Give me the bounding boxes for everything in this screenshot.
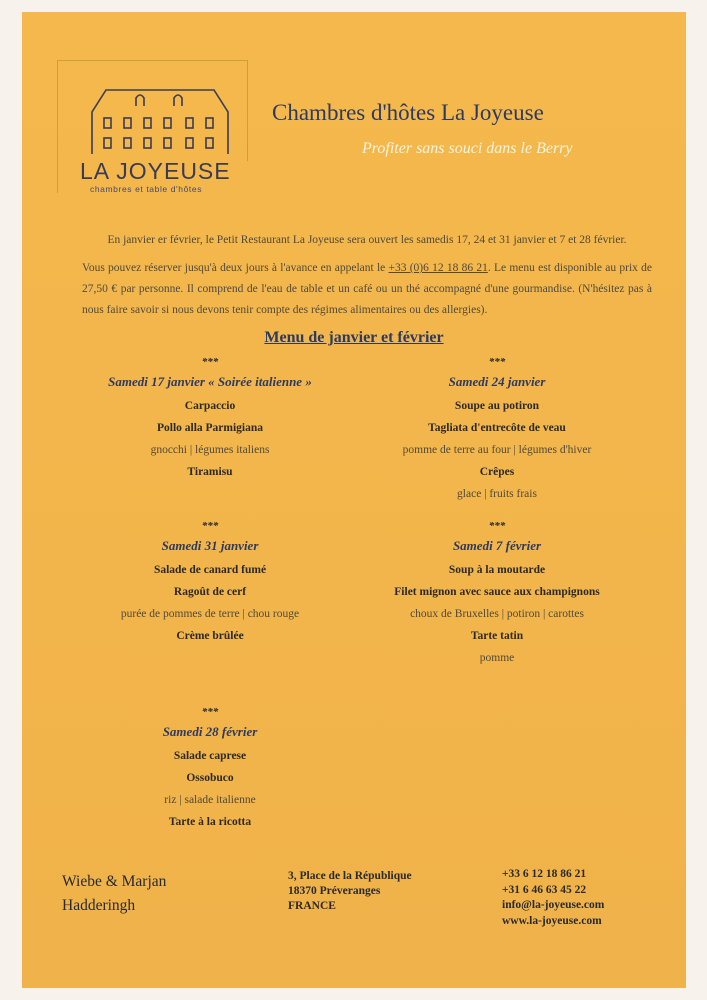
phone-link[interactable]: +33 (0)6 12 18 86 21 (388, 262, 488, 274)
menu-side: gnocchi | légumes italiens (150, 444, 270, 456)
contact-phone-fr[interactable]: +33 6 12 18 86 21 (502, 868, 587, 880)
page-tagline: Profiter sans souci dans le Berry (362, 140, 573, 157)
contact-website[interactable]: www.la-joyeuse.com (502, 914, 602, 927)
separator-stars: *** (201, 706, 219, 718)
contact-email[interactable]: info@la-joyeuse.com (502, 899, 605, 911)
logo-subtitle: chambres et table d'hôtes (90, 184, 203, 194)
page-title: Chambres d'hôtes La Joyeuse (272, 100, 544, 125)
menu-dish: Tagliata d'entrecôte de veau (428, 422, 566, 434)
menu-title: Menu de janvier et février (264, 329, 444, 346)
intro-text-before-phone: Vous pouvez réserver jusqu'à deux jours à l'avance en appelant le (82, 262, 389, 274)
menu-dish: Tiramisu (187, 466, 233, 478)
menu-dish: Tarte tatin (470, 630, 524, 642)
menu-dish: Crêpes (479, 466, 515, 478)
menu-block-24-janvier (352, 356, 642, 510)
menu-day: Samedi 28 février (162, 724, 258, 739)
menu-dish: Ossobuco (186, 772, 234, 784)
owner-names-line2: Hadderingh (62, 897, 136, 914)
menu-dish: Filet mignon avec sauce aux champignons (394, 586, 600, 598)
menu-dish: Tarte à la ricotta (168, 816, 252, 828)
menu-dish: Soupe au potiron (454, 400, 540, 412)
footer-owner-names (62, 870, 242, 918)
separator-stars: *** (488, 356, 506, 368)
address-country: FRANCE (288, 900, 336, 912)
menu-dish: Carpaccio (184, 400, 236, 412)
house-icon (90, 86, 230, 158)
menu-day: Samedi 24 janvier (448, 374, 546, 389)
menu-block-28-fevrier (65, 706, 355, 838)
menu-block-17-janvier (65, 356, 355, 488)
menu-side: pomme de terre au four | légumes d'hiver (402, 444, 592, 456)
footer-address (288, 869, 468, 914)
menu-side: riz | salade italienne (164, 794, 256, 806)
menu-side: glace | fruits frais (457, 488, 537, 500)
intro-text-after-phone: . Le menu est disponible au prix de 27,50 € par personne. Il comprend de l'eau de table et un café ou un thé accompagné d'une gourmandise. (N'hésitez pas à nous faire savoir si nous devons tenir compte des régimes alimentaires ou des allergies). (82, 262, 652, 316)
separator-stars: *** (201, 520, 219, 532)
menu-block-7-fevrier (352, 520, 642, 674)
menu-day: Samedi 17 janvier « Soirée italienne » (108, 374, 312, 389)
menu-side: choux de Bruxelles | potiron | carottes (410, 608, 584, 620)
menu-dish: Salade caprese (173, 750, 247, 762)
menu-dish: Crème brûlée (176, 630, 244, 642)
owner-names-line1: Wiebe & Marjan (62, 873, 167, 890)
menu-dish: Soup à la moutarde (448, 564, 546, 576)
address-city: 18370 Préveranges (288, 885, 381, 897)
menu-block-31-janvier (65, 520, 355, 652)
menu-side: pomme (479, 652, 515, 664)
menu-dish: Pollo alla Parmigiana (156, 422, 264, 434)
separator-stars: *** (201, 356, 219, 368)
menu-side: purée de pommes de terre | chou rouge (120, 608, 300, 620)
intro-opening-days: En janvier er février, le Petit Restaurant La Joyeuse sera ouvert les samedis 17, 24 et 31 janvier et 7 et 28 février. (107, 234, 627, 246)
menu-page (22, 12, 686, 988)
menu-day: Samedi 7 février (452, 538, 542, 553)
contact-phone-nl[interactable]: +31 6 46 63 45 22 (502, 883, 587, 896)
address-street: 3, Place de la République (288, 870, 412, 882)
separator-stars: *** (488, 520, 506, 532)
intro-reservation (82, 258, 652, 321)
footer-contact (502, 867, 672, 929)
logo-title: LA JOYEUSE (80, 158, 231, 184)
menu-dish: Salade de canard fumé (153, 564, 267, 576)
menu-dish: Ragoût de cerf (173, 586, 247, 598)
menu-day: Samedi 31 janvier (161, 538, 259, 553)
